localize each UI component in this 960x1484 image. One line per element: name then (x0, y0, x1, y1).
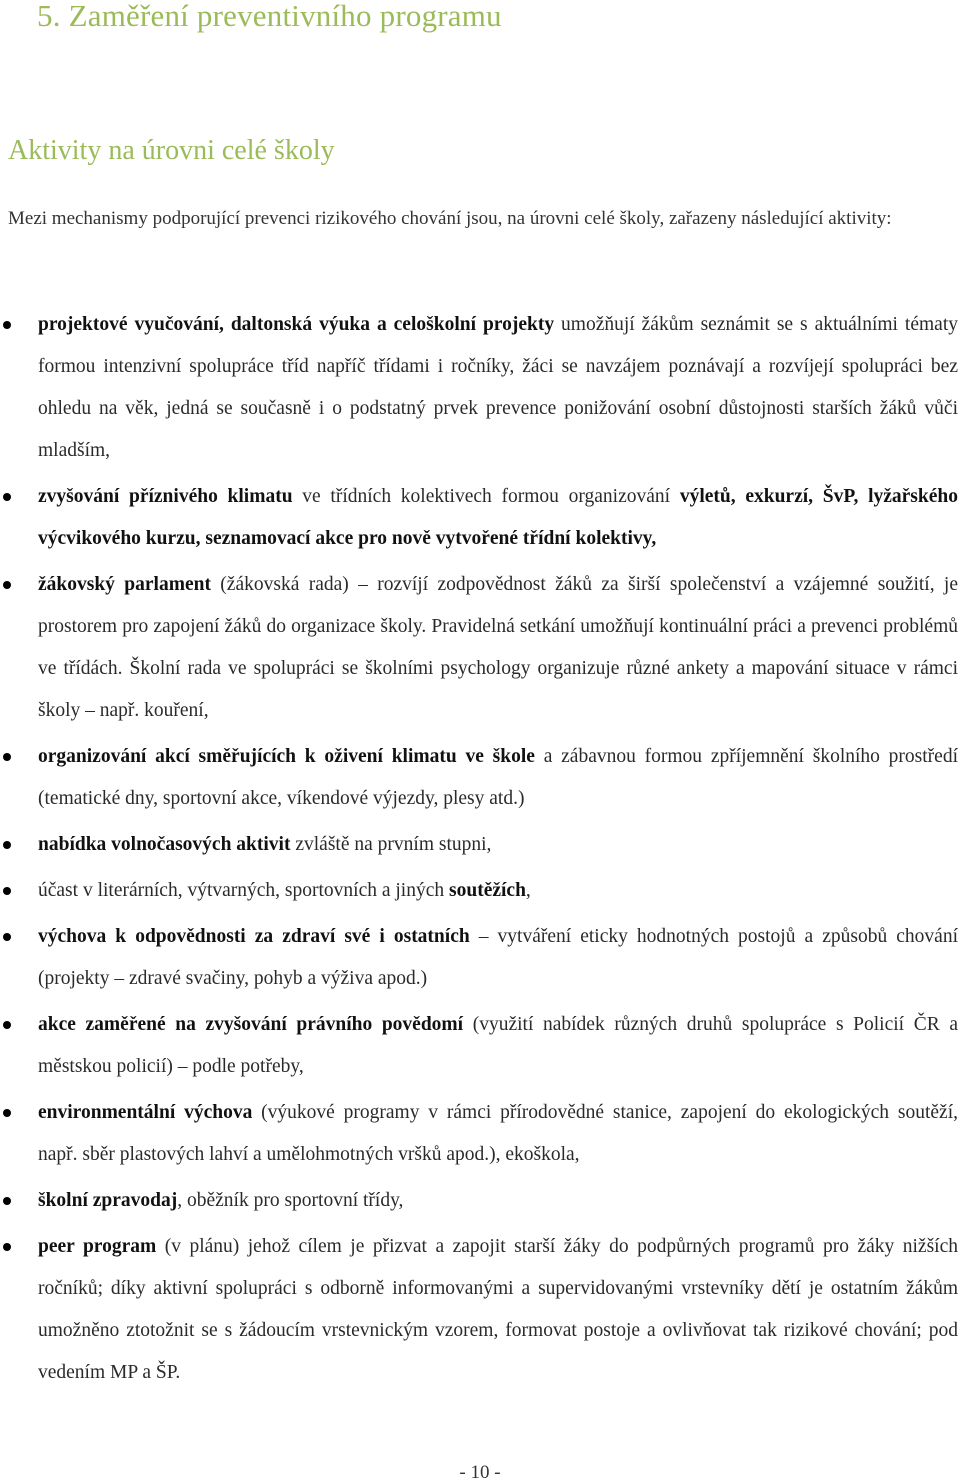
activity-bold-text: soutěžích (449, 880, 526, 901)
activity-bold-text: akce zaměřené na zvyšování právního povědomí (38, 1014, 464, 1035)
activity-text: umožňují žákům seznámit se s aktuálními tématy formou intenzivní spolupráce tříd napříč třídami i ročníky, žáci se navzájem poznávají a rozvíjejí spolupráci bez ohledu na věk, jedná se současně i o podstatný prvek prevence ponižování osobní důstojnosti starších žáků vůči mladším, (38, 314, 958, 461)
activity-bold-text: školní zpravodaj (38, 1190, 178, 1211)
activity-text: , (525, 880, 531, 901)
activity-bold-text: výchova k odpovědnosti za zdraví své i ostatních (38, 926, 470, 947)
activity-text: ve třídních kolektivech formou organizování (292, 486, 680, 507)
activity-item (0, 824, 958, 866)
activity-text: (využití nabídek různých druhů spolupráce s Policií ČR a městskou policií) – podle potřeby, (38, 1014, 958, 1077)
activity-text: (v plánu) jehož cílem je přizvat a zapojit starší žáky do podpůrných programů pro žáky nižších ročníků; díky aktivní spolupráci s odborně informovanými a supervidovanými vrstevníky dětí je ostatním žákům umožněno ztotožnit se s žádoucím vrstevnickým vzorem, formovat postoje a ovlivňovat tak rizikové chování; pod vedením MP a ŠP. (38, 1236, 958, 1383)
bullet-icon (3, 493, 11, 501)
intro-paragraph: Mezi mechanismy podporující prevenci rizikového chování jsou, na úrovni celé školy, zařazeny následující aktivity: (8, 208, 892, 229)
activity-item (0, 564, 958, 732)
activity-bold-text: projektové vyučování, daltonská výuka a celoškolní projekty (38, 314, 555, 335)
activity-text: – vytváření eticky hodnotných postojů a způsobů chování (projekty – zdravé svačiny, pohyb a výživa apod.) (38, 926, 958, 989)
bullet-icon (3, 753, 11, 761)
bullet-icon (3, 841, 11, 849)
activity-text: (žákovská rada) – rozvíjí zodpovědnost žáků za širší společenství a vzájemné soužití, je prostorem pro zapojení žáků do organizace školy. Pravidelná setkání umožňují kontinuální práci a prevenci problémů ve třídách. Školní rada ve spolupráci se školními psychology organizuje různé ankety a mapování situace v rámci školy – např. kouření, (38, 574, 959, 721)
activity-bold-text: nabídka volnočasových aktivit (38, 834, 291, 855)
activity-item (0, 736, 958, 820)
activity-item (0, 1004, 958, 1088)
bullet-icon (3, 933, 11, 941)
section-title: Aktivity na úrovni celé školy (8, 135, 335, 166)
activity-bold-text: žákovský parlament (38, 574, 211, 595)
activities-list (0, 304, 958, 1398)
activity-text: účast v literárních, výtvarných, sportovních a jiných (38, 880, 450, 901)
activity-item (0, 304, 958, 472)
bullet-icon (3, 887, 11, 895)
bullet-icon (3, 1243, 11, 1251)
activity-bold-text: výletů, exkurzí, ŠvP, lyžařského výcvikového kurzu, seznamovací akce pro nově vytvořené třídní kolektivy, (38, 486, 958, 549)
bullet-icon (3, 1109, 11, 1117)
activity-item (0, 1180, 958, 1222)
page-number: - 10 - (459, 1462, 501, 1483)
activity-text: , oběžník pro sportovní třídy, (177, 1190, 404, 1211)
activity-item (0, 916, 958, 1000)
bullet-icon (3, 1197, 11, 1205)
activity-item (0, 1226, 958, 1394)
bullet-icon (3, 581, 11, 589)
activity-item (0, 476, 958, 560)
activity-text: (výukové programy v rámci přírodovědné stanice, zapojení do ekologických soutěží, např. sběr plastových lahví a umělohmotných vršků apod.), ekoškola, (38, 1102, 958, 1165)
bullet-icon (3, 1021, 11, 1029)
activity-bold-text: organizování akcí směřujících k oživení klimatu ve škole (38, 746, 535, 767)
activity-item (0, 870, 958, 912)
activity-bold-text: zvyšování příznivého klimatu (38, 486, 293, 507)
activity-bold-text: environmentální výchova (38, 1102, 253, 1123)
activity-text: a zábavnou formou zpříjemnění školního prostředí (tematické dny, sportovní akce, víkendové výjezdy, plesy atd.) (38, 746, 958, 809)
activity-bold-text: peer program (38, 1236, 157, 1257)
bullet-icon (3, 321, 11, 329)
chapter-title: 5. Zaměření preventivního programu (37, 0, 502, 33)
activity-item (0, 1092, 958, 1176)
activity-text: zvláště na prvním stupni, (290, 834, 492, 855)
